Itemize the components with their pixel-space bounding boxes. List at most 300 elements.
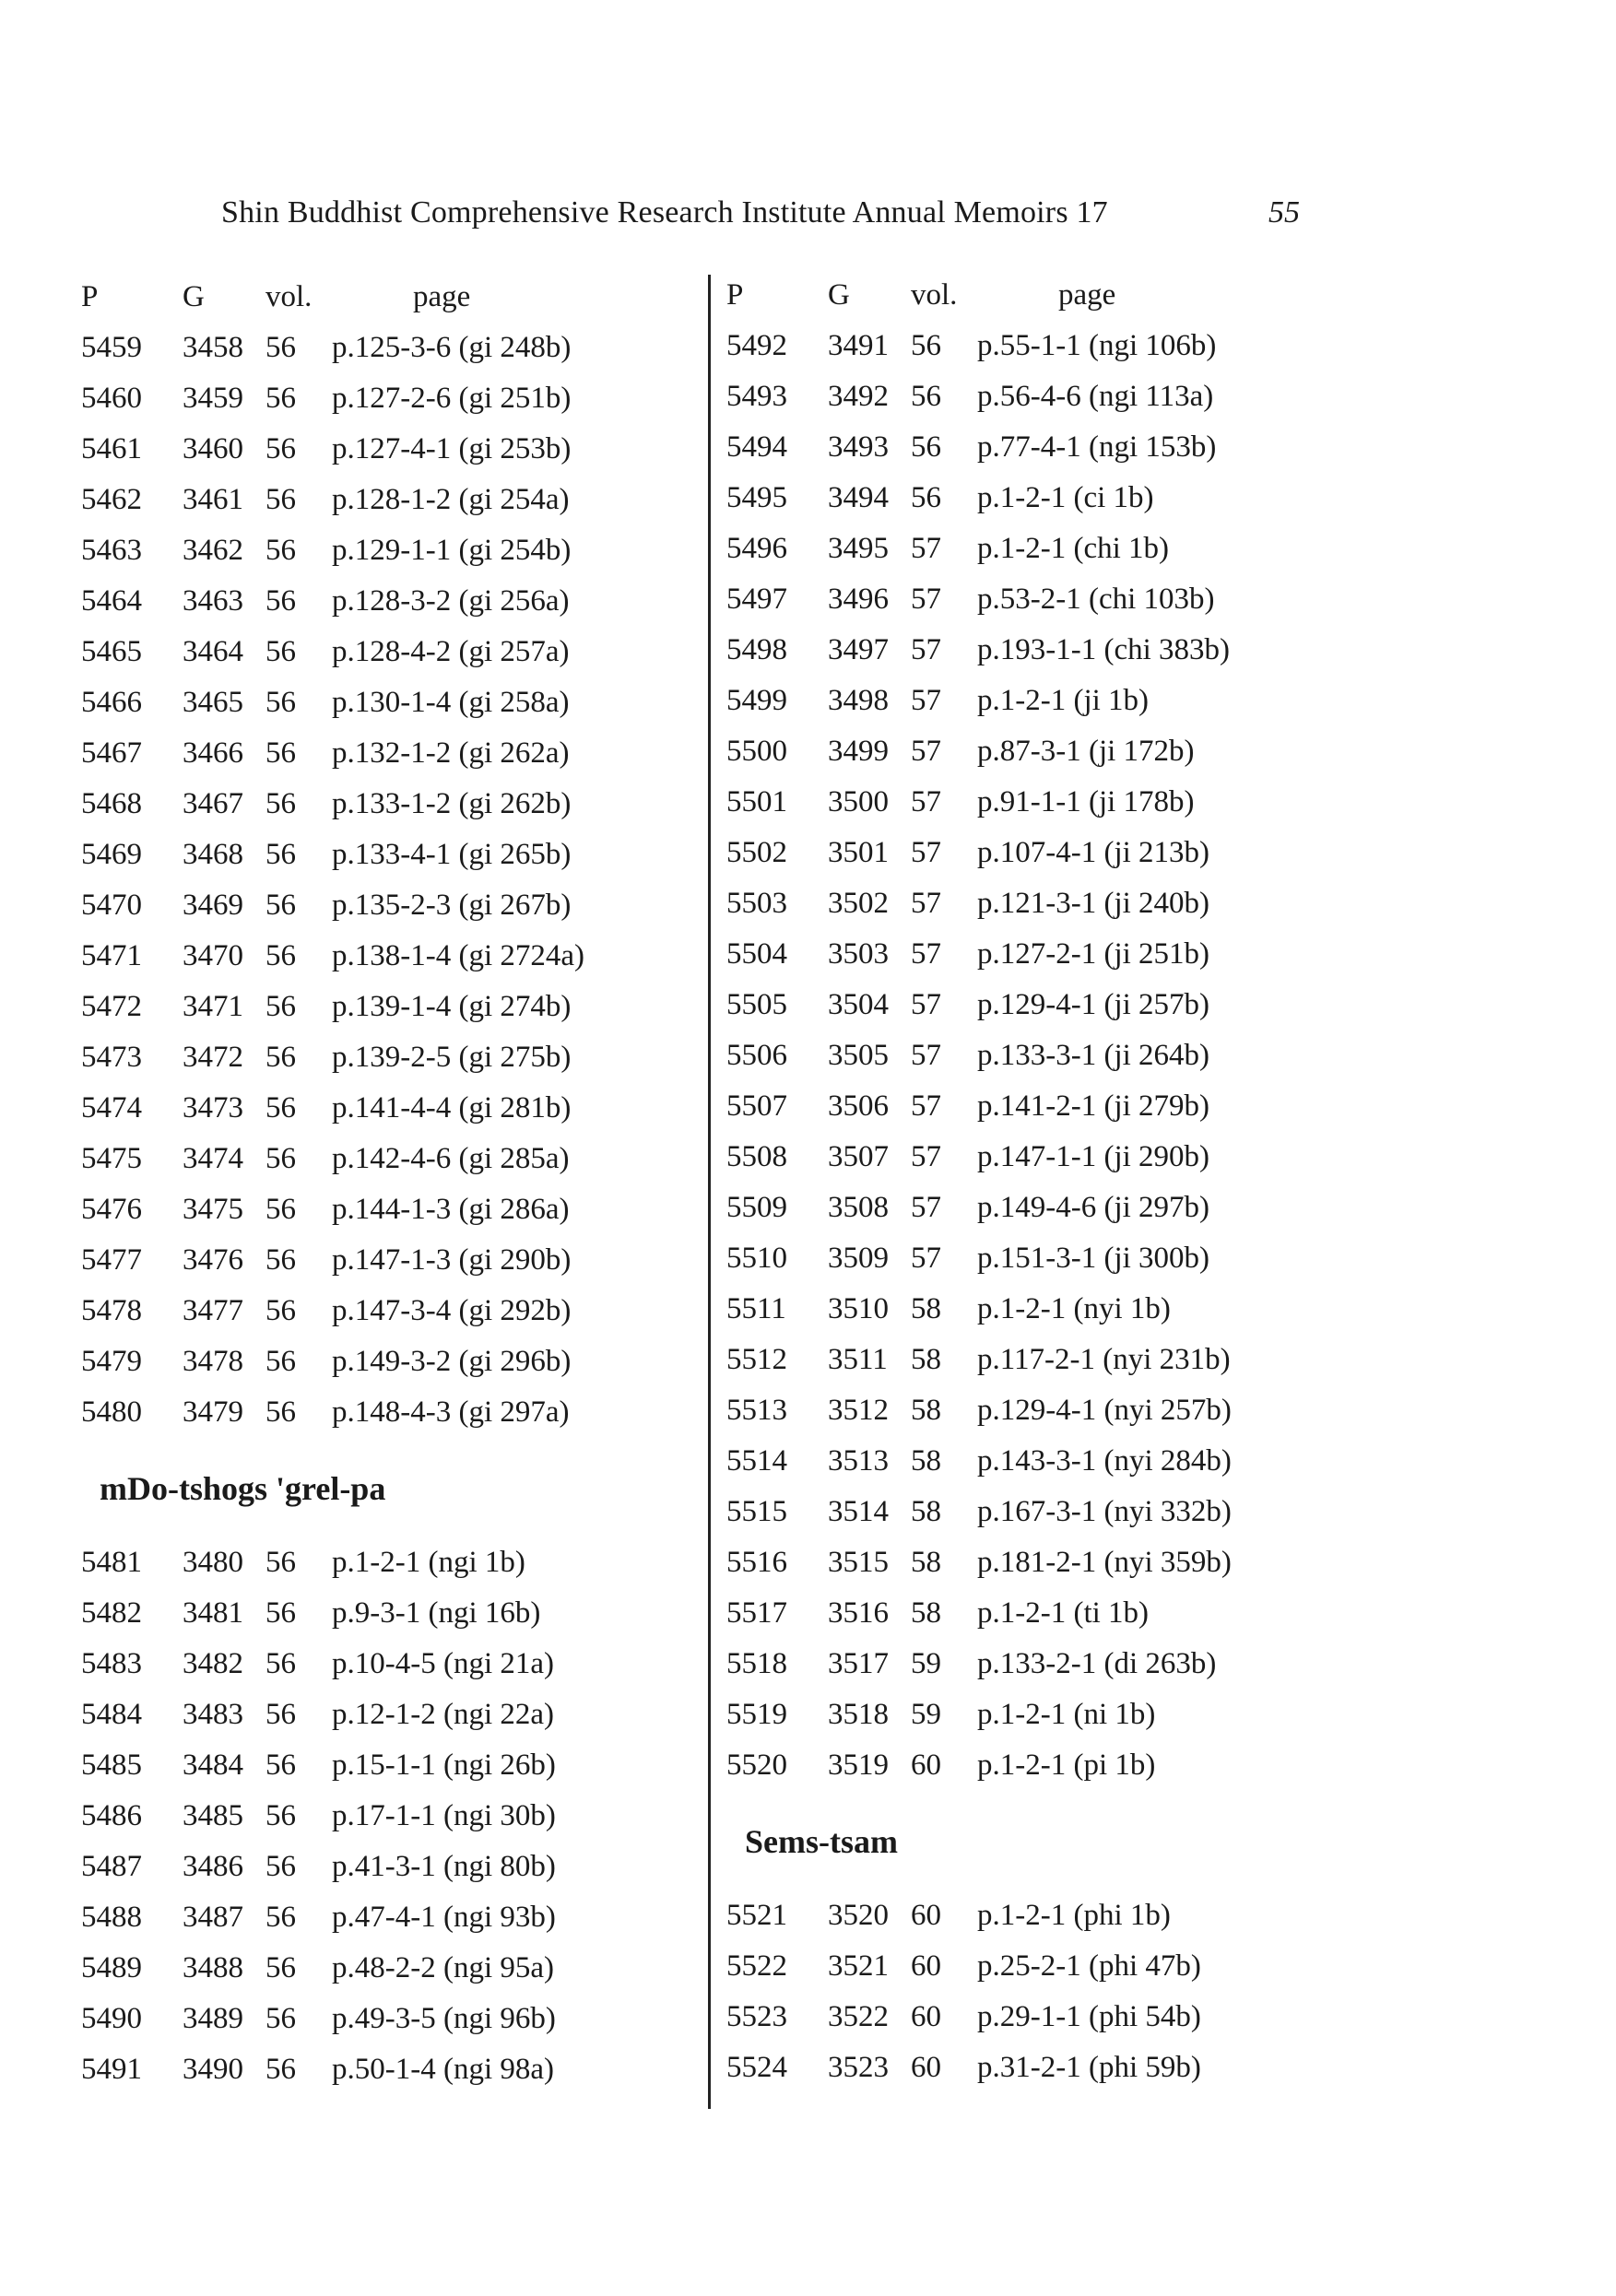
header-g: G [183, 280, 205, 313]
entry-p: 5473 [81, 1041, 142, 1074]
entry-g: 3486 [183, 1850, 243, 1883]
entry-g: 3466 [183, 736, 243, 770]
entry-p: 5522 [726, 1949, 787, 1983]
entry-vol: 57 [911, 1140, 941, 1173]
entry-p: 5461 [81, 432, 142, 465]
entry-page: p.48-2-2 (ngi 95a) [332, 1951, 555, 1984]
entry-page: p.10-4-5 (ngi 21a) [332, 1647, 555, 1680]
entry-p: 5475 [81, 1142, 142, 1175]
table-row [81, 1690, 726, 1741]
entry-p: 5492 [726, 329, 787, 362]
entry-vol: 57 [911, 785, 941, 818]
table-row [726, 727, 1372, 778]
entry-p: 5471 [81, 939, 142, 972]
table-row [81, 1640, 726, 1690]
entry-vol: 58 [911, 1444, 941, 1478]
entry-p: 5477 [81, 1243, 142, 1277]
entry-page: p.133-2-1 (di 263b) [977, 1647, 1217, 1680]
table-row [81, 1843, 726, 1893]
table-row [81, 983, 726, 1033]
table-row [726, 423, 1372, 474]
table-row [726, 524, 1372, 575]
entry-g: 3467 [183, 787, 243, 820]
entry-page: p.25-2-1 (phi 47b) [977, 1949, 1201, 1983]
entry-g: 3519 [828, 1748, 889, 1782]
entry-p: 5493 [726, 380, 787, 413]
entry-g: 3475 [183, 1193, 243, 1226]
entry-g: 3498 [828, 684, 889, 717]
entry-p: 5472 [81, 990, 142, 1023]
entry-p: 5509 [726, 1191, 787, 1224]
entry-g: 3496 [828, 583, 889, 616]
table-row [726, 1336, 1372, 1386]
entry-vol: 56 [911, 380, 941, 413]
entry-vol: 56 [265, 1142, 296, 1175]
table-row [81, 1893, 726, 1944]
entry-vol: 56 [265, 1193, 296, 1226]
entry-vol: 57 [911, 532, 941, 565]
entry-p: 5478 [81, 1294, 142, 1327]
entry-vol: 60 [911, 1899, 941, 1932]
entry-vol: 56 [265, 584, 296, 618]
entry-page: p.147-1-3 (gi 290b) [332, 1243, 572, 1277]
entry-g: 3463 [183, 584, 243, 618]
entry-p: 5519 [726, 1698, 787, 1731]
entry-vol: 58 [911, 1292, 941, 1325]
entry-p: 5480 [81, 1395, 142, 1429]
entry-g: 3520 [828, 1899, 889, 1932]
header-page: page [413, 280, 471, 313]
table-row [81, 526, 726, 577]
entry-p: 5512 [726, 1343, 787, 1376]
table-row [81, 1538, 726, 1589]
entry-page: p.12-1-2 (ngi 22a) [332, 1698, 555, 1731]
table-row [81, 1287, 726, 1337]
entry-page: p.142-4-6 (gi 285a) [332, 1142, 570, 1175]
entry-page: p.87-3-1 (ji 172b) [977, 735, 1195, 768]
entry-page: p.1-2-1 (phi 1b) [977, 1899, 1171, 1932]
entry-p: 5470 [81, 889, 142, 922]
entry-vol: 56 [911, 481, 941, 514]
entry-p: 5495 [726, 481, 787, 514]
entry-vol: 56 [265, 838, 296, 871]
entry-page: p.1-2-1 (ti 1b) [977, 1596, 1150, 1630]
entry-vol: 57 [911, 684, 941, 717]
table-row [726, 778, 1372, 829]
entry-page: p.56-4-6 (ngi 113a) [977, 380, 1214, 413]
entry-g: 3502 [828, 887, 889, 920]
entry-page: p.151-3-1 (ji 300b) [977, 1242, 1210, 1275]
entry-vol: 60 [911, 2000, 941, 2033]
entry-p: 5481 [81, 1546, 142, 1579]
entry-p: 5516 [726, 1546, 787, 1579]
entry-g: 3505 [828, 1039, 889, 1072]
entry-g: 3500 [828, 785, 889, 818]
entry-g: 3474 [183, 1142, 243, 1175]
entry-page: p.133-3-1 (ji 264b) [977, 1039, 1210, 1072]
entry-vol: 56 [265, 787, 296, 820]
entry-page: p.107-4-1 (ji 213b) [977, 836, 1210, 869]
entry-vol: 56 [265, 1799, 296, 1832]
entry-page: p.133-4-1 (gi 265b) [332, 838, 572, 871]
entry-p: 5518 [726, 1647, 787, 1680]
entry-page: p.128-1-2 (gi 254a) [332, 483, 570, 516]
entry-p: 5501 [726, 785, 787, 818]
entry-vol: 56 [265, 1748, 296, 1782]
table-row [726, 626, 1372, 677]
table-row [726, 1437, 1372, 1488]
entry-g: 3516 [828, 1596, 889, 1630]
entry-g: 3465 [183, 686, 243, 719]
entry-g: 3488 [183, 1951, 243, 1984]
page-number: 55 [1268, 195, 1300, 230]
entry-g: 3476 [183, 1243, 243, 1277]
entry-g: 3494 [828, 481, 889, 514]
entry-p: 5504 [726, 937, 787, 971]
entry-g: 3495 [828, 532, 889, 565]
entry-page: p.132-1-2 (gi 262a) [332, 736, 570, 770]
table-row [81, 1236, 726, 1287]
entry-vol: 56 [265, 432, 296, 465]
left-column [81, 273, 726, 2096]
entry-page: p.77-4-1 (ngi 153b) [977, 430, 1217, 464]
entry-vol: 56 [265, 1850, 296, 1883]
entry-page: p.130-1-4 (gi 258a) [332, 686, 570, 719]
header-vol: vol. [911, 278, 958, 312]
entry-p: 5459 [81, 331, 142, 364]
entry-vol: 56 [265, 1698, 296, 1731]
entry-vol: 56 [265, 889, 296, 922]
entry-vol: 56 [265, 382, 296, 415]
entry-page: p.143-3-1 (nyi 284b) [977, 1444, 1232, 1478]
entry-p: 5503 [726, 887, 787, 920]
entry-vol: 56 [911, 430, 941, 464]
entry-vol: 58 [911, 1546, 941, 1579]
entry-g: 3518 [828, 1698, 889, 1731]
entry-p: 5496 [726, 532, 787, 565]
entry-p: 5465 [81, 635, 142, 668]
entry-g: 3517 [828, 1647, 889, 1680]
header-p: P [726, 278, 744, 312]
entry-page: p.149-3-2 (gi 296b) [332, 1345, 572, 1378]
entry-vol: 56 [265, 990, 296, 1023]
entry-g: 3462 [183, 534, 243, 567]
entry-page: p.128-4-2 (gi 257a) [332, 635, 570, 668]
entry-vol: 60 [911, 2051, 941, 2084]
entry-g: 3490 [183, 2053, 243, 2086]
header-vol: vol. [265, 280, 313, 313]
entry-g: 3508 [828, 1191, 889, 1224]
table-row [726, 1538, 1372, 1589]
entry-page: p.128-3-2 (gi 256a) [332, 584, 570, 618]
entry-p: 5464 [81, 584, 142, 618]
entry-p: 5482 [81, 1596, 142, 1630]
entry-vol: 57 [911, 1089, 941, 1123]
table-row [81, 1185, 726, 1236]
entry-page: p.129-4-1 (ji 257b) [977, 988, 1210, 1021]
entry-page: p.1-2-1 (ni 1b) [977, 1698, 1156, 1731]
entry-g: 3493 [828, 430, 889, 464]
entry-g: 3492 [828, 380, 889, 413]
running-head: Shin Buddhist Comprehensive Research Institute Annual Memoirs 17 [221, 195, 1108, 230]
entry-p: 5466 [81, 686, 142, 719]
entry-g: 3497 [828, 633, 889, 666]
section-title: Sems-tsam [745, 1823, 898, 1860]
entry-page: p.49-3-5 (ngi 96b) [332, 2002, 556, 2035]
right-column [726, 271, 1372, 2094]
entry-p: 5510 [726, 1242, 787, 1275]
entry-p: 5490 [81, 2002, 142, 2035]
entry-p: 5515 [726, 1495, 787, 1528]
table-row [726, 2043, 1372, 2094]
entry-g: 3512 [828, 1394, 889, 1427]
table-row [81, 1589, 726, 1640]
entry-vol: 60 [911, 1748, 941, 1782]
entry-p: 5463 [81, 534, 142, 567]
table-row [81, 324, 726, 374]
table-row [726, 474, 1372, 524]
entry-p: 5506 [726, 1039, 787, 1072]
entry-g: 3484 [183, 1748, 243, 1782]
entry-vol: 56 [265, 2053, 296, 2086]
entry-page: p.127-4-1 (gi 253b) [332, 432, 572, 465]
table-row [726, 1640, 1372, 1690]
entry-page: p.29-1-1 (phi 54b) [977, 2000, 1201, 2033]
entry-g: 3477 [183, 1294, 243, 1327]
entry-p: 5462 [81, 483, 142, 516]
entry-vol: 57 [911, 735, 941, 768]
entry-p: 5476 [81, 1193, 142, 1226]
entry-g: 3483 [183, 1698, 243, 1731]
table-row [81, 1388, 726, 1439]
right-table-b [726, 1891, 1372, 2094]
entry-page: p.1-2-1 (pi 1b) [977, 1748, 1156, 1782]
entry-g: 3461 [183, 483, 243, 516]
entry-page: p.127-2-1 (ji 251b) [977, 937, 1210, 971]
entry-g: 3522 [828, 2000, 889, 2033]
table-row [81, 729, 726, 780]
entry-vol: 56 [265, 635, 296, 668]
entry-g: 3511 [828, 1343, 888, 1376]
left-table-b [81, 1538, 726, 2096]
entry-vol: 57 [911, 887, 941, 920]
entry-vol: 58 [911, 1495, 941, 1528]
right-table-a [726, 322, 1372, 1792]
entry-vol: 56 [911, 329, 941, 362]
entry-p: 5514 [726, 1444, 787, 1478]
table-row [726, 1942, 1372, 1993]
entry-p: 5469 [81, 838, 142, 871]
entry-vol: 56 [265, 736, 296, 770]
entry-page: p.1-2-1 (chi 1b) [977, 532, 1170, 565]
entry-page: p.167-3-1 (nyi 332b) [977, 1495, 1232, 1528]
entry-page: p.149-4-6 (ji 297b) [977, 1191, 1210, 1224]
entry-g: 3481 [183, 1596, 243, 1630]
entry-page: p.139-1-4 (gi 274b) [332, 990, 572, 1023]
table-row [726, 1741, 1372, 1792]
entry-g: 3470 [183, 939, 243, 972]
table-row [726, 1031, 1372, 1082]
entry-g: 3460 [183, 432, 243, 465]
entry-p: 5511 [726, 1292, 786, 1325]
entry-vol: 56 [265, 1546, 296, 1579]
entry-p: 5483 [81, 1647, 142, 1680]
entry-g: 3468 [183, 838, 243, 871]
table-row [81, 1944, 726, 1995]
entry-g: 3478 [183, 1345, 243, 1378]
entry-p: 5468 [81, 787, 142, 820]
entry-vol: 56 [265, 686, 296, 719]
entry-vol: 56 [265, 1395, 296, 1429]
entry-p: 5508 [726, 1140, 787, 1173]
entry-p: 5497 [726, 583, 787, 616]
entry-p: 5474 [81, 1091, 142, 1124]
entry-page: p.117-2-1 (nyi 231b) [977, 1343, 1231, 1376]
entry-p: 5500 [726, 735, 787, 768]
entry-vol: 57 [911, 1191, 941, 1224]
entry-p: 5524 [726, 2051, 787, 2084]
entry-vol: 56 [265, 1091, 296, 1124]
entry-page: p.1-2-1 (ji 1b) [977, 684, 1150, 717]
entry-g: 3489 [183, 2002, 243, 2035]
entry-g: 3499 [828, 735, 889, 768]
entry-p: 5479 [81, 1345, 142, 1378]
entry-vol: 57 [911, 836, 941, 869]
section-title: mDo-tshogs 'grel-pa [100, 1470, 386, 1507]
table-row [726, 829, 1372, 879]
table-row [726, 1690, 1372, 1741]
entry-g: 3515 [828, 1546, 889, 1579]
table-row [81, 476, 726, 526]
entry-page: p.53-2-1 (chi 103b) [977, 583, 1215, 616]
entry-g: 3510 [828, 1292, 889, 1325]
entry-page: p.135-2-3 (gi 267b) [332, 889, 572, 922]
table-row [726, 981, 1372, 1031]
entry-page: p.91-1-1 (ji 178b) [977, 785, 1195, 818]
table-row [81, 577, 726, 628]
entry-vol: 57 [911, 937, 941, 971]
entry-p: 5517 [726, 1596, 787, 1630]
column-header [726, 271, 1372, 322]
table-row [726, 1891, 1372, 1942]
table-row [726, 1993, 1372, 2043]
table-row [726, 1234, 1372, 1285]
entry-page: p.50-1-4 (ngi 98a) [332, 2053, 555, 2086]
entry-vol: 58 [911, 1596, 941, 1630]
entry-page: p.121-3-1 (ji 240b) [977, 887, 1210, 920]
entry-page: p.139-2-5 (gi 275b) [332, 1041, 572, 1074]
table-row [81, 1792, 726, 1843]
entry-page: p.1-2-1 (ci 1b) [977, 481, 1154, 514]
entry-page: p.31-2-1 (phi 59b) [977, 2051, 1201, 2084]
entry-p: 5487 [81, 1850, 142, 1883]
entry-vol: 59 [911, 1698, 941, 1731]
table-row [81, 780, 726, 830]
entry-g: 3521 [828, 1949, 889, 1983]
table-row [81, 1337, 726, 1388]
entry-page: p.193-1-1 (chi 383b) [977, 633, 1231, 666]
entry-g: 3473 [183, 1091, 243, 1124]
entry-p: 5491 [81, 2053, 142, 2086]
table-row [726, 1183, 1372, 1234]
header-g: G [828, 278, 850, 312]
entry-p: 5494 [726, 430, 787, 464]
column-header [81, 273, 726, 324]
entry-g: 3469 [183, 889, 243, 922]
table-row [81, 1995, 726, 2045]
entry-p: 5507 [726, 1089, 787, 1123]
entry-page: p.138-1-4 (gi 2724a) [332, 939, 585, 972]
entry-page: p.148-4-3 (gi 297a) [332, 1395, 570, 1429]
entry-vol: 56 [265, 1901, 296, 1934]
entry-p: 5489 [81, 1951, 142, 1984]
table-row [726, 1589, 1372, 1640]
entry-page: p.47-4-1 (ngi 93b) [332, 1901, 556, 1934]
table-row [81, 628, 726, 678]
entry-vol: 57 [911, 633, 941, 666]
entry-page: p.144-1-3 (gi 286a) [332, 1193, 570, 1226]
entry-p: 5521 [726, 1899, 787, 1932]
entry-g: 3487 [183, 1901, 243, 1934]
table-row [81, 932, 726, 983]
entry-page: p.125-3-6 (gi 248b) [332, 331, 572, 364]
table-row [726, 879, 1372, 930]
entry-g: 3523 [828, 2051, 889, 2084]
entry-g: 3504 [828, 988, 889, 1021]
entry-g: 3501 [828, 836, 889, 869]
table-row [81, 374, 726, 425]
entry-p: 5467 [81, 736, 142, 770]
entry-p: 5485 [81, 1748, 142, 1782]
entry-page: p.127-2-6 (gi 251b) [332, 382, 572, 415]
entry-page: p.9-3-1 (ngi 16b) [332, 1596, 541, 1630]
table-row [726, 1285, 1372, 1336]
table-row [726, 1488, 1372, 1538]
entry-page: p.41-3-1 (ngi 80b) [332, 1850, 556, 1883]
entry-page: p.181-2-1 (nyi 359b) [977, 1546, 1232, 1579]
entry-vol: 56 [265, 2002, 296, 2035]
entry-p: 5505 [726, 988, 787, 1021]
table-row [81, 1033, 726, 1084]
entry-page: p.141-4-4 (gi 281b) [332, 1091, 572, 1124]
table-row [81, 678, 726, 729]
entry-p: 5520 [726, 1748, 787, 1782]
entry-page: p.129-4-1 (nyi 257b) [977, 1394, 1232, 1427]
entry-vol: 57 [911, 1039, 941, 1072]
table-row [81, 830, 726, 881]
entry-vol: 60 [911, 1949, 941, 1983]
table-row [726, 677, 1372, 727]
left-table-a [81, 324, 726, 1439]
entry-vol: 57 [911, 988, 941, 1021]
entry-page: p.55-1-1 (ngi 106b) [977, 329, 1217, 362]
table-row [81, 2045, 726, 2096]
entry-p: 5486 [81, 1799, 142, 1832]
entry-p: 5502 [726, 836, 787, 869]
entry-page: p.147-1-1 (ji 290b) [977, 1140, 1210, 1173]
table-row [81, 1084, 726, 1135]
entry-g: 3464 [183, 635, 243, 668]
entry-page: p.1-2-1 (nyi 1b) [977, 1292, 1171, 1325]
entry-vol: 56 [265, 1294, 296, 1327]
entry-g: 3509 [828, 1242, 889, 1275]
entry-vol: 56 [265, 1243, 296, 1277]
entry-vol: 56 [265, 1951, 296, 1984]
entry-page: p.17-1-1 (ngi 30b) [332, 1799, 556, 1832]
entry-p: 5523 [726, 2000, 787, 2033]
entry-vol: 56 [265, 1041, 296, 1074]
table-row [726, 575, 1372, 626]
